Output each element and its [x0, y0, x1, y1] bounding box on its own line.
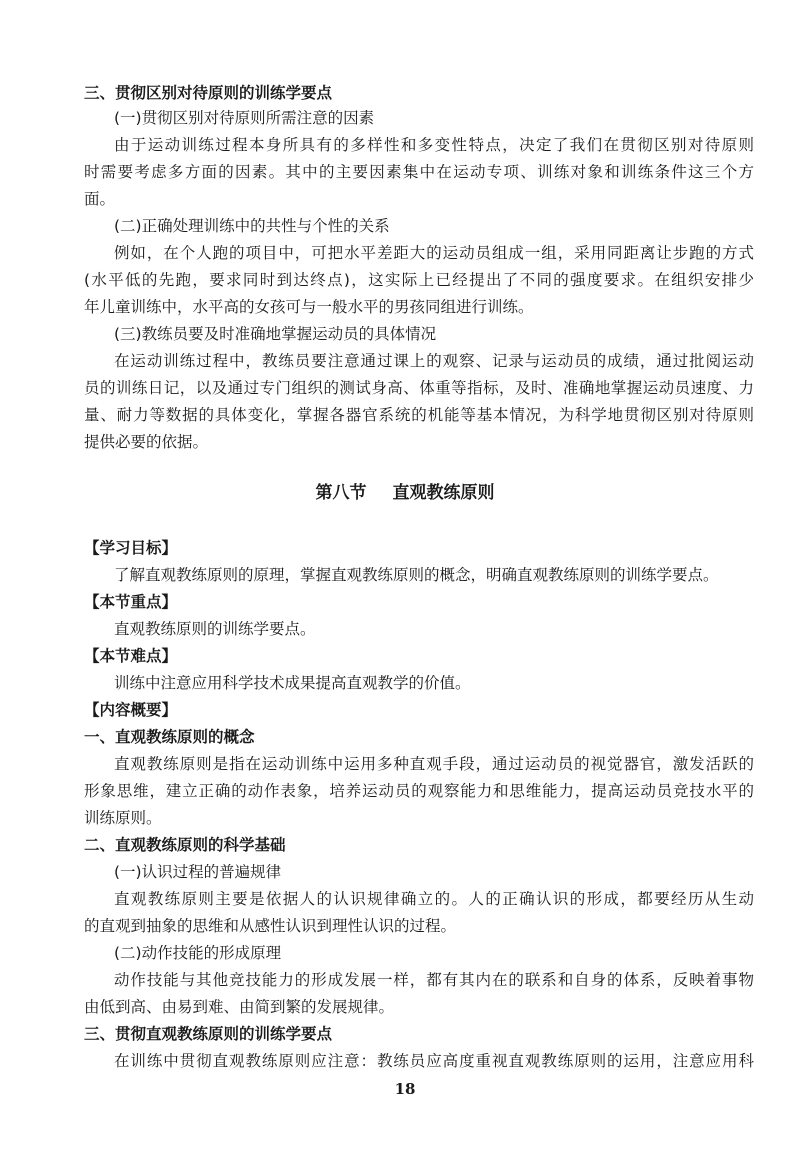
- section-heading-3: 三、贯彻区别对待原则的训练学要点: [84, 84, 333, 102]
- paragraph-line: 例如，在个人跑的项目中，可把水平差距大的运动员组成一组，采用同距离让步跑的方式: [114, 244, 754, 262]
- paragraph-line: 直观教练原则主要是依据人的认识规律确立的。人的正确认识的形成，都要经历从生动: [114, 890, 754, 908]
- paragraph-line: 员的训练日记，以及通过专门组织的测试身高、体重等指标，及时、准确地掌握运动员速度、力: [84, 379, 754, 397]
- subsection-heading-2: (二)动作技能的形成原理: [114, 944, 282, 962]
- page-number: 18: [394, 1080, 416, 1098]
- label-content-summary: 【内容概要】: [84, 701, 178, 719]
- label-difficulties: 【本节难点】: [84, 647, 178, 665]
- label-learning-goals: 【学习目标】: [84, 539, 178, 557]
- section-heading-3: 三、贯彻直观教练原则的训练学要点: [84, 1025, 333, 1043]
- chapter-section-title: [0, 480, 810, 506]
- paragraph-line: 提供必要的依据。: [84, 433, 209, 451]
- section-title: 直观教练原则: [392, 483, 495, 503]
- subsection-heading-3: (三)教练员要及时准确地掌握运动员的具体情况: [114, 325, 437, 343]
- paragraph-line: 直观教练原则是指在运动训练中运用多种直观手段，通过运动员的视觉器官，激发活跃的: [114, 755, 754, 773]
- subsection-heading-1: (一)贯彻区别对待原则所需注意的因素: [114, 109, 375, 127]
- paragraph-line: 形象思维，建立正确的动作表象，培养运动员的观察能力和思维能力，提高运动员竞技水平的: [84, 782, 754, 800]
- paragraph-line: 了解直观教练原则的原理，掌握直观教练原则的概念，明确直观教练原则的训练学要点。: [114, 566, 719, 584]
- subsection-heading-2: (二)正确处理训练中的共性与个性的关系: [114, 217, 390, 235]
- paragraph-line: 的直观到抽象的思维和从感性认识到理性认识的过程。: [84, 917, 457, 935]
- paragraph-line: 由低到高、由易到难、由简到繁的发展规律。: [84, 998, 395, 1016]
- subsection-heading-1: (一)认识过程的普遍规律: [114, 863, 282, 881]
- paragraph-line: 动作技能与其他竞技能力的形成发展一样，都有其内在的联系和自身的体系，反映着事物: [114, 971, 754, 989]
- paragraph-line: 时需要考虑多方面的因素。其中的主要因素集中在运动专项、训练对象和训练条件这三个方: [84, 163, 754, 181]
- paragraph-line: 训练原则。: [84, 809, 162, 827]
- paragraph-line: 量、耐力等数据的具体变化，掌握各器官系统的机能等基本情况，为科学地贯彻区别对待原则: [84, 406, 754, 424]
- section-heading-2: 二、直观教练原则的科学基础: [84, 836, 286, 854]
- paragraph-line: 训练中注意应用科学技术成果提高直观教学的价值。: [114, 674, 471, 692]
- paragraph-line: 由于运动训练过程本身所具有的多样性和多变性特点，决定了我们在贯彻区别对待原则: [114, 136, 754, 154]
- section-heading-1: 一、直观教练原则的概念: [84, 728, 255, 746]
- section-number: 第八节: [315, 483, 367, 503]
- paragraph-line: (水平低的先跑，要求同时到达终点)，这实际上已经提出了不同的强度要求。在组织安排少: [84, 271, 754, 289]
- paragraph-line: 年儿童训练中，水平高的女孩可与一般水平的男孩同组进行训练。: [84, 298, 534, 316]
- label-key-points: 【本节重点】: [84, 593, 178, 611]
- paragraph-line: 直观教练原则的训练学要点。: [114, 620, 316, 638]
- paragraph-line: 在训练中贯彻直观教练原则应注意：教练员应高度重视直观教练原则的运用，注意应用科: [114, 1052, 754, 1070]
- paragraph-line: 在运动训练过程中，教练员要注意通过课上的观察、记录与运动员的成绩，通过批阅运动: [114, 352, 754, 370]
- paragraph-line: 面。: [84, 190, 116, 208]
